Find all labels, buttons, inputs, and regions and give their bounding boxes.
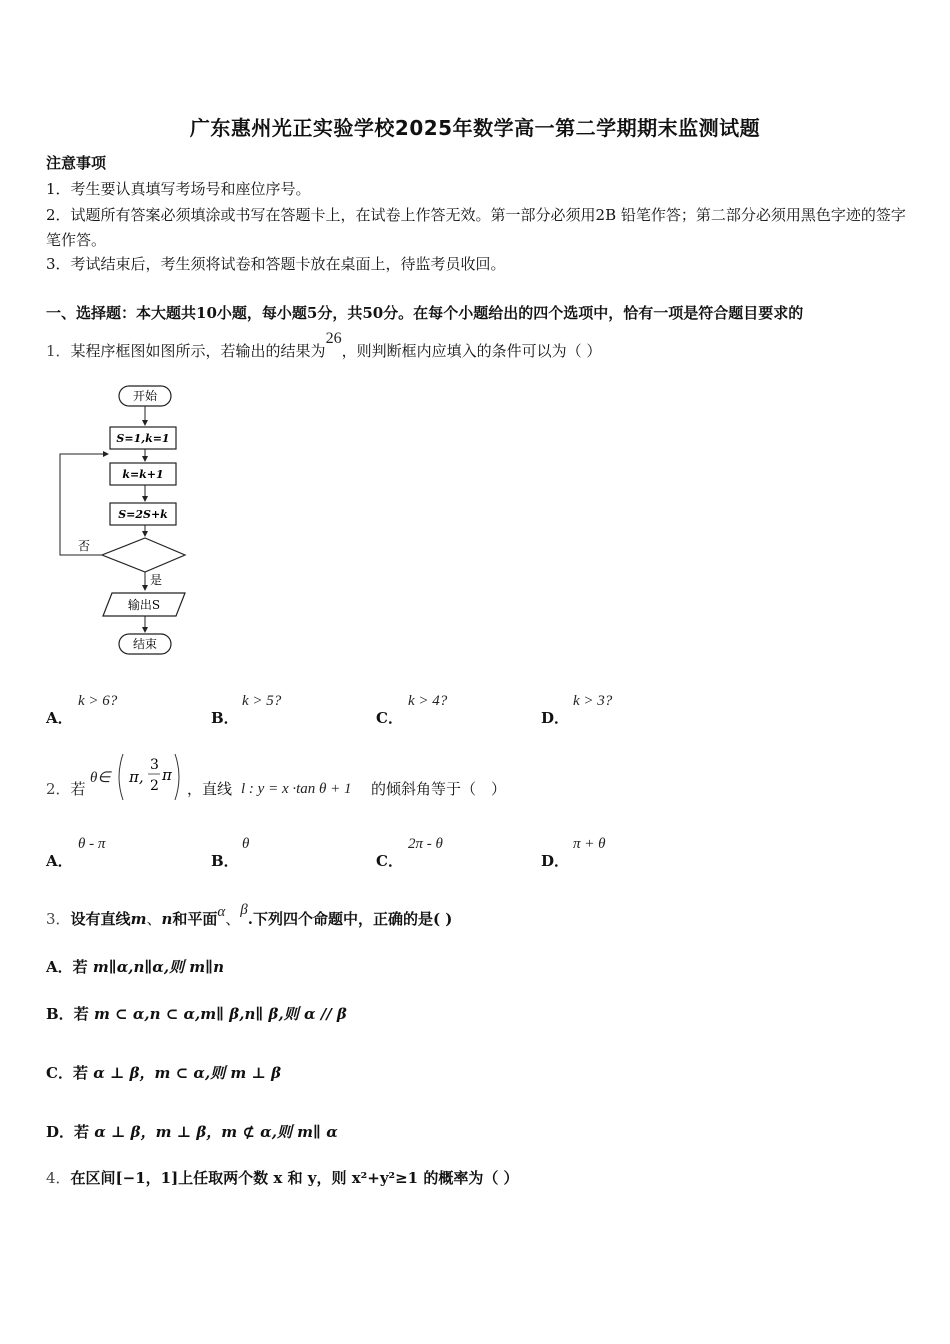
q1-text-b: ，则判断框内应填入的条件可以为（ ）	[341, 342, 602, 360]
q3-option-d-label: D．	[46, 1123, 75, 1141]
q1-stem	[46, 330, 602, 361]
q2-end: 的倾斜角等于（ ）	[371, 780, 507, 798]
flow-output-label: 输出S	[127, 598, 161, 612]
q2-ruo: 若	[70, 780, 86, 798]
q2-left-paren	[119, 754, 123, 800]
flow-no-label: 否	[78, 539, 91, 553]
q3-number: 3．	[46, 910, 71, 928]
q3-option-a	[46, 956, 224, 977]
notice-item-3: 3．考试结束后，考生须将试卷和答题卡放在桌面上，待监考员收回。	[46, 255, 506, 273]
q2-theta-in: θ∈	[90, 770, 111, 786]
q1-option-d-value: k > 3?	[573, 693, 613, 709]
q3-option-b-pre: 若	[73, 1005, 89, 1023]
q2-number-text	[46, 778, 86, 799]
q2-option-a-label: A．	[46, 852, 73, 870]
q2-interval-left: π,	[129, 768, 144, 786]
q3-option-a-label: A．	[46, 958, 73, 976]
q3-n: n	[161, 910, 173, 928]
q1-option-c-label: C．	[376, 709, 403, 727]
q2-mid: ，直线	[187, 780, 233, 798]
q2-right-paren	[175, 754, 179, 800]
q3-option-d-pre: 若	[74, 1123, 90, 1141]
q2-option-c-label: C．	[376, 852, 403, 870]
q3-option-c-content: α ⊥ β，m ⊂ α,则 m ⊥ β	[93, 1064, 282, 1082]
q3-option-c	[46, 1062, 281, 1083]
q1-option-c-value: k > 4?	[408, 693, 448, 709]
q1-number: 1．	[46, 342, 71, 360]
q1-option-b-value: k > 5?	[242, 693, 282, 709]
q3-alpha: α	[217, 904, 226, 920]
q2-line: l : y = x ·tan θ + 1	[241, 781, 352, 797]
q3-option-d-content: α ⊥ β，m ⊥ β，m ⊄ α,则 m∥ α	[94, 1123, 338, 1141]
q3-text-b: 和平面	[172, 910, 218, 928]
q3-option-d	[46, 1121, 338, 1142]
q2-option-d-label: D．	[541, 852, 570, 870]
q3-option-b	[46, 1003, 347, 1024]
flow-init-label: S=1,k=1	[116, 432, 170, 445]
q3-m: m	[130, 910, 147, 928]
q4-number: 4．	[46, 1169, 71, 1187]
q3-sep2: 、	[225, 910, 241, 928]
q3-option-b-content: m ⊂ α,n ⊂ α,m∥ β,n∥ β,则 α // β	[93, 1005, 347, 1023]
flow-step2-label: S=2S+k	[118, 508, 168, 521]
q2-option-c-value: 2π - θ	[408, 836, 443, 852]
q2-interval	[115, 752, 187, 802]
flow-step1-label: k=k+1	[122, 468, 164, 481]
q3-text-c: .下列四个命题中，正确的是( )	[247, 910, 453, 928]
q1-option-a-label: A．	[46, 709, 73, 727]
notice-item-1: 1．考生要认真填写考场号和座位序号。	[46, 180, 311, 198]
q3-option-c-pre: 若	[72, 1064, 88, 1082]
q4-text: 在区间[−1，1]上任取两个数 x 和 y，则 x²+y²≥1 的概率为（ ）	[70, 1169, 519, 1187]
flow-yes-label: 是	[150, 573, 163, 587]
q2-frac-den: 2	[150, 778, 159, 794]
flow-decision-diamond	[102, 538, 185, 572]
q3-beta: β	[240, 902, 248, 918]
flow-start-label: 开始	[132, 389, 158, 403]
q3-sep: 、	[146, 910, 162, 928]
q3-option-a-pre: 若	[72, 958, 88, 976]
q2-option-a-value: θ - π	[78, 836, 106, 852]
q2-number: 2．	[46, 780, 71, 798]
q1-flowchart	[52, 380, 202, 660]
page-title: 广东惠州光正实验学校2025年数学高一第二学期期末监测试题	[189, 116, 761, 140]
q2-frac-num: 3	[150, 757, 159, 773]
q4-stem	[46, 1167, 519, 1188]
notice-item-2: 2．试题所有答案必须填涂或书写在答题卡上，在试卷上作答无效。第一部分必须用2B 铅笔作答；第二部分必须用黑色字迹的签字笔作答。	[46, 206, 906, 249]
q1-option-a-value: k > 6?	[78, 693, 118, 709]
q3-option-b-label: B．	[46, 1005, 74, 1023]
q1-option-d-label: D．	[541, 709, 570, 727]
q1-text-a: 某程序框图如图所示，若输出的结果为	[70, 342, 326, 360]
q3-option-a-content: m∥α,n∥α,则 m∥n	[92, 958, 225, 976]
q1-option-b-label: B．	[211, 709, 239, 727]
flow-end-label: 结束	[132, 637, 158, 651]
section-heading: 一、选择题：本大题共10小题，每小题5分，共50分。在每个小题给出的四个选项中，恰有一项是符合题目要求的	[46, 304, 804, 322]
q3-option-c-label: C．	[46, 1064, 73, 1082]
q1-value: 26	[325, 330, 342, 347]
q2-option-b-value: θ	[242, 836, 250, 852]
q2-option-b-label: B．	[211, 852, 239, 870]
q2-option-d-value: π + θ	[573, 836, 606, 852]
q2-frac-pi: π	[162, 766, 172, 784]
q3-stem	[46, 902, 453, 929]
q3-text-a: 设有直线	[70, 910, 131, 928]
notice-heading: 注意事项	[46, 154, 107, 172]
